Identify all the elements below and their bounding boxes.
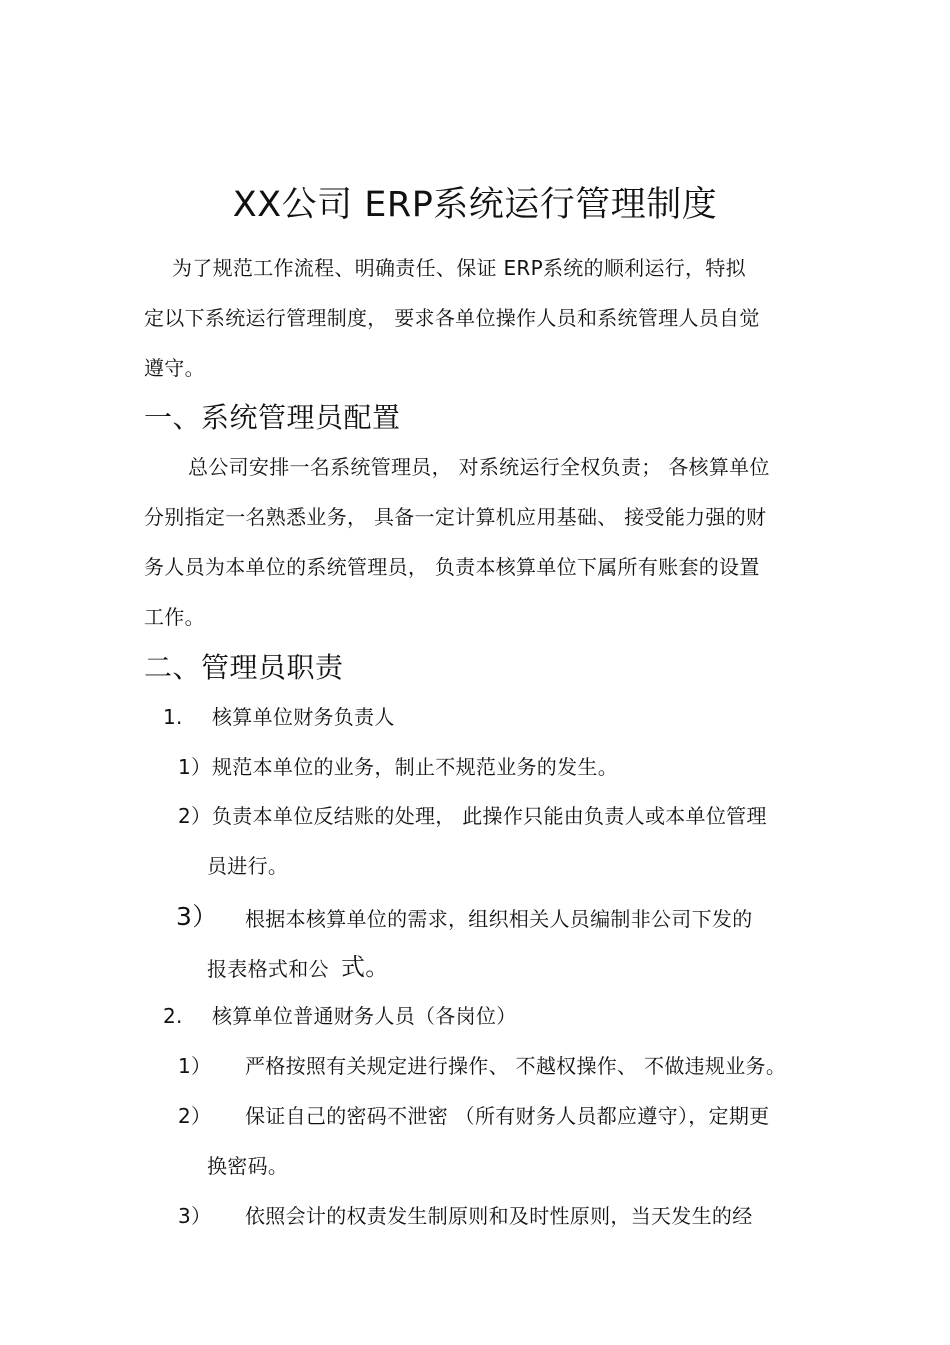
- item-1-sub-1-number: 1）: [178, 755, 212, 779]
- item-2-sub-2-number: 2）: [178, 1104, 212, 1128]
- intro-line-2: 定以下系统运行管理制度， 要求各单位操作人员和系统管理人员自觉: [144, 306, 760, 330]
- item-1-sub-2-cont: 员进行。: [207, 854, 289, 878]
- intro-line-3: 遵守。: [144, 356, 205, 380]
- section-1-heading: 一、系统管理员配置: [144, 401, 401, 434]
- item-1-sub-2-number: 2）: [178, 804, 212, 828]
- item-2-sub-2-text: 保证自己的密码不泄密 （所有财务人员都应遵守），定期更: [245, 1104, 770, 1128]
- item-2-sub-1-text: 严格按照有关规定进行操作、 不越权操作、 不做违规业务。: [245, 1054, 787, 1078]
- item-1-sub-1-text: 规范本单位的业务，制止不规范业务的发生。: [212, 755, 618, 779]
- item-1-sub-3-cont-b: 式。: [341, 953, 390, 981]
- item-2-sub-3-number: 3）: [178, 1204, 212, 1228]
- item-1-label: 核算单位财务负责人: [212, 705, 395, 729]
- item-2-label: 核算单位普通财务人员（各岗位）: [212, 1004, 517, 1028]
- section-2-heading: 二、管理员职责: [144, 651, 344, 684]
- item-1-number: 1.: [163, 705, 183, 729]
- item-1-sub-2-text: 负责本单位反结账的处理， 此操作只能由负责人或本单位管理: [212, 804, 767, 828]
- section-1-line-3: 务人员为本单位的系统管理员， 负责本核算单位下属所有账套的设置: [144, 555, 760, 579]
- section-1-line-2: 分别指定一名熟悉业务， 具备一定计算机应用基础、 接受能力强的财: [144, 505, 767, 529]
- item-1-sub-3-text: 根据本核算单位的需求，组织相关人员编制非公司下发的: [245, 907, 753, 931]
- intro-line-1: 为了规范工作流程、明确责任、保证 ERP系统的顺利运行，特拟: [172, 256, 746, 280]
- document-title: XX公司 ERP系统运行管理制度: [232, 185, 718, 225]
- section-1-line-1: 总公司安排一名系统管理员， 对系统运行全权负责； 各核算单位: [188, 455, 770, 479]
- item-2-sub-3-text: 依照会计的权责发生制原则和及时性原则，当天发生的经: [245, 1204, 753, 1228]
- item-1-sub-3-cont-a: 报表格式和公: [207, 957, 329, 981]
- item-2-sub-2-cont: 换密码。: [207, 1154, 289, 1178]
- item-1-sub-3-number: 3）: [176, 902, 218, 931]
- item-2-sub-1-number: 1）: [178, 1054, 212, 1078]
- item-2-number: 2.: [163, 1004, 183, 1028]
- section-1-line-4: 工作。: [144, 605, 205, 629]
